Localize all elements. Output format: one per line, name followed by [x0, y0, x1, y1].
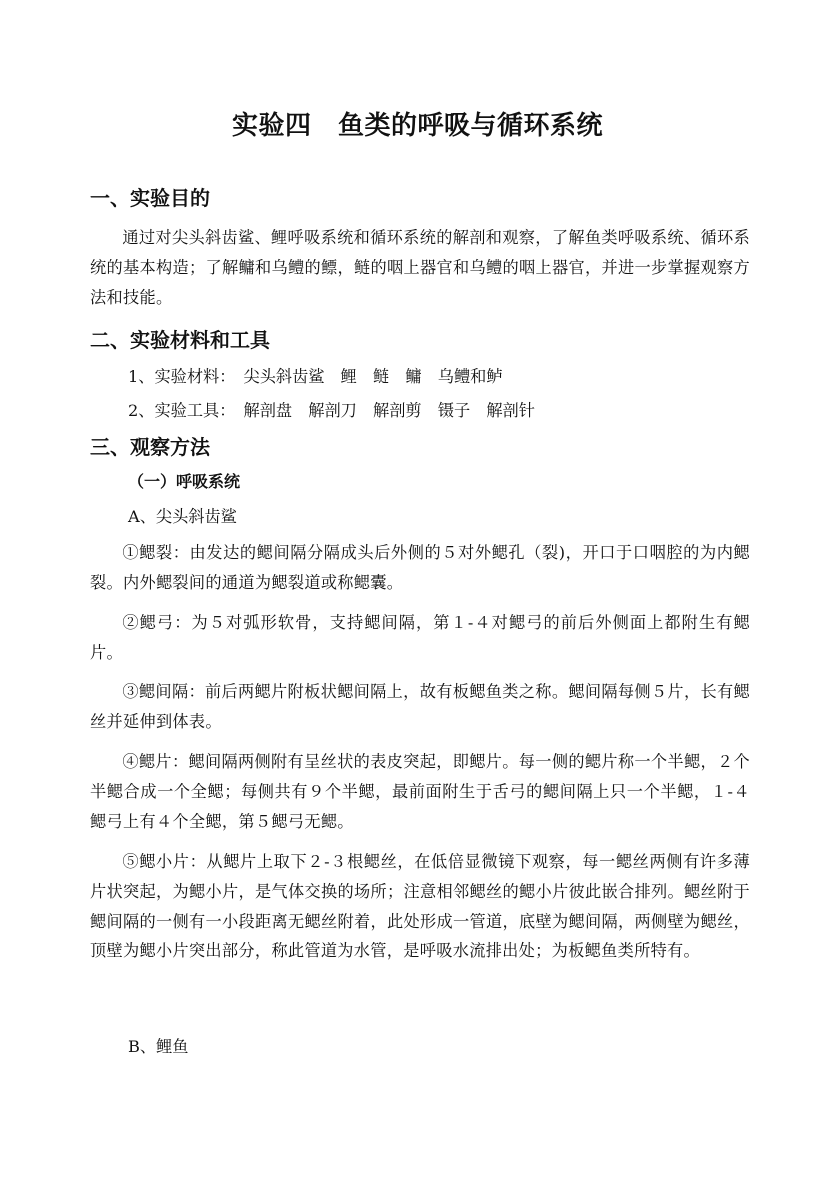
page-title: 实验四 鱼类的呼吸与循环系统: [231, 111, 603, 141]
list-item-secondary-lamellae: ⑤鳃小片：从鳃片上取下２-３根鳃丝，在低倍显微镜下观察，每一鳃丝两侧有许多薄片状突起，为鳃小片，是气体交换的场所；注意相邻鳃丝的鳃小片彼此嵌合排列。鳃丝附于鳃间隔的一侧有一小段距离无鳃丝附着，此处形成一管道，底壁为鳃间隔，两侧壁为鳃丝，顶壁为鳃小片突出部分，称此管道为水管，是呼吸水流排出处；为板鳃鱼类所特有。: [90, 852, 750, 961]
section-heading-objective: 一、实验目的: [90, 186, 210, 210]
list-item-gill-slits: ①鳃裂：由发达的鳃间隔分隔成头后外侧的５对外鳃孔（裂)，开口于口咽腔的为内鳃裂。内外鳃裂间的通道为鳃裂道或称鳃囊。: [90, 543, 750, 592]
group-heading-shark: A、尖头斜齿鲨: [128, 507, 237, 526]
section-heading-methods: 三、观察方法: [90, 435, 210, 459]
materials-line: 1、实验材料： 尖头斜齿鲨 鲤 鲢 鳙 乌鳢和鲈: [128, 367, 503, 386]
list-item-gill-arches: ②鳃弓：为５对弧形软骨，支持鳃间隔，第１-４对鳃弓的前后外侧面上都附生有鳃片。: [90, 613, 750, 662]
section-heading-materials: 二、实验材料和工具: [90, 328, 270, 352]
list-item-gill-lamellae: ④鳃片：鳃间隔两侧附有呈丝状的表皮突起，即鳃片。每一侧的鳃片称一个半鳃，２个半鳃合成一个全鳃；每侧共有９个半鳃，最前面附生于舌弓的鳃间隔上只一个半鳃，１-４鳃弓上有４个全鳃，第５鳃弓无鳃。: [90, 752, 750, 831]
tools-line: 2、实验工具： 解剖盘 解剖刀 解剖剪 镊子 解剖针: [128, 401, 535, 420]
group-heading-carp: B、鲤鱼: [128, 1037, 189, 1056]
objective-paragraph: 通过对尖头斜齿鲨、鲤呼吸系统和循环系统的解剖和观察，了解鱼类呼吸系统、循环系统的基本构造；了解鳙和乌鳢的鳔，鲢的咽上器官和乌鳢的咽上器官，并进一步掌握观察方法和技能。: [90, 228, 750, 307]
subheading-respiratory-system: （一）呼吸系统: [128, 472, 241, 491]
list-item-gill-septum: ③鳃间隔：前后两鳃片附板状鳃间隔上，故有板鳃鱼类之称。鳃间隔每侧５片，长有鳃丝并延伸到体表。: [90, 682, 750, 731]
